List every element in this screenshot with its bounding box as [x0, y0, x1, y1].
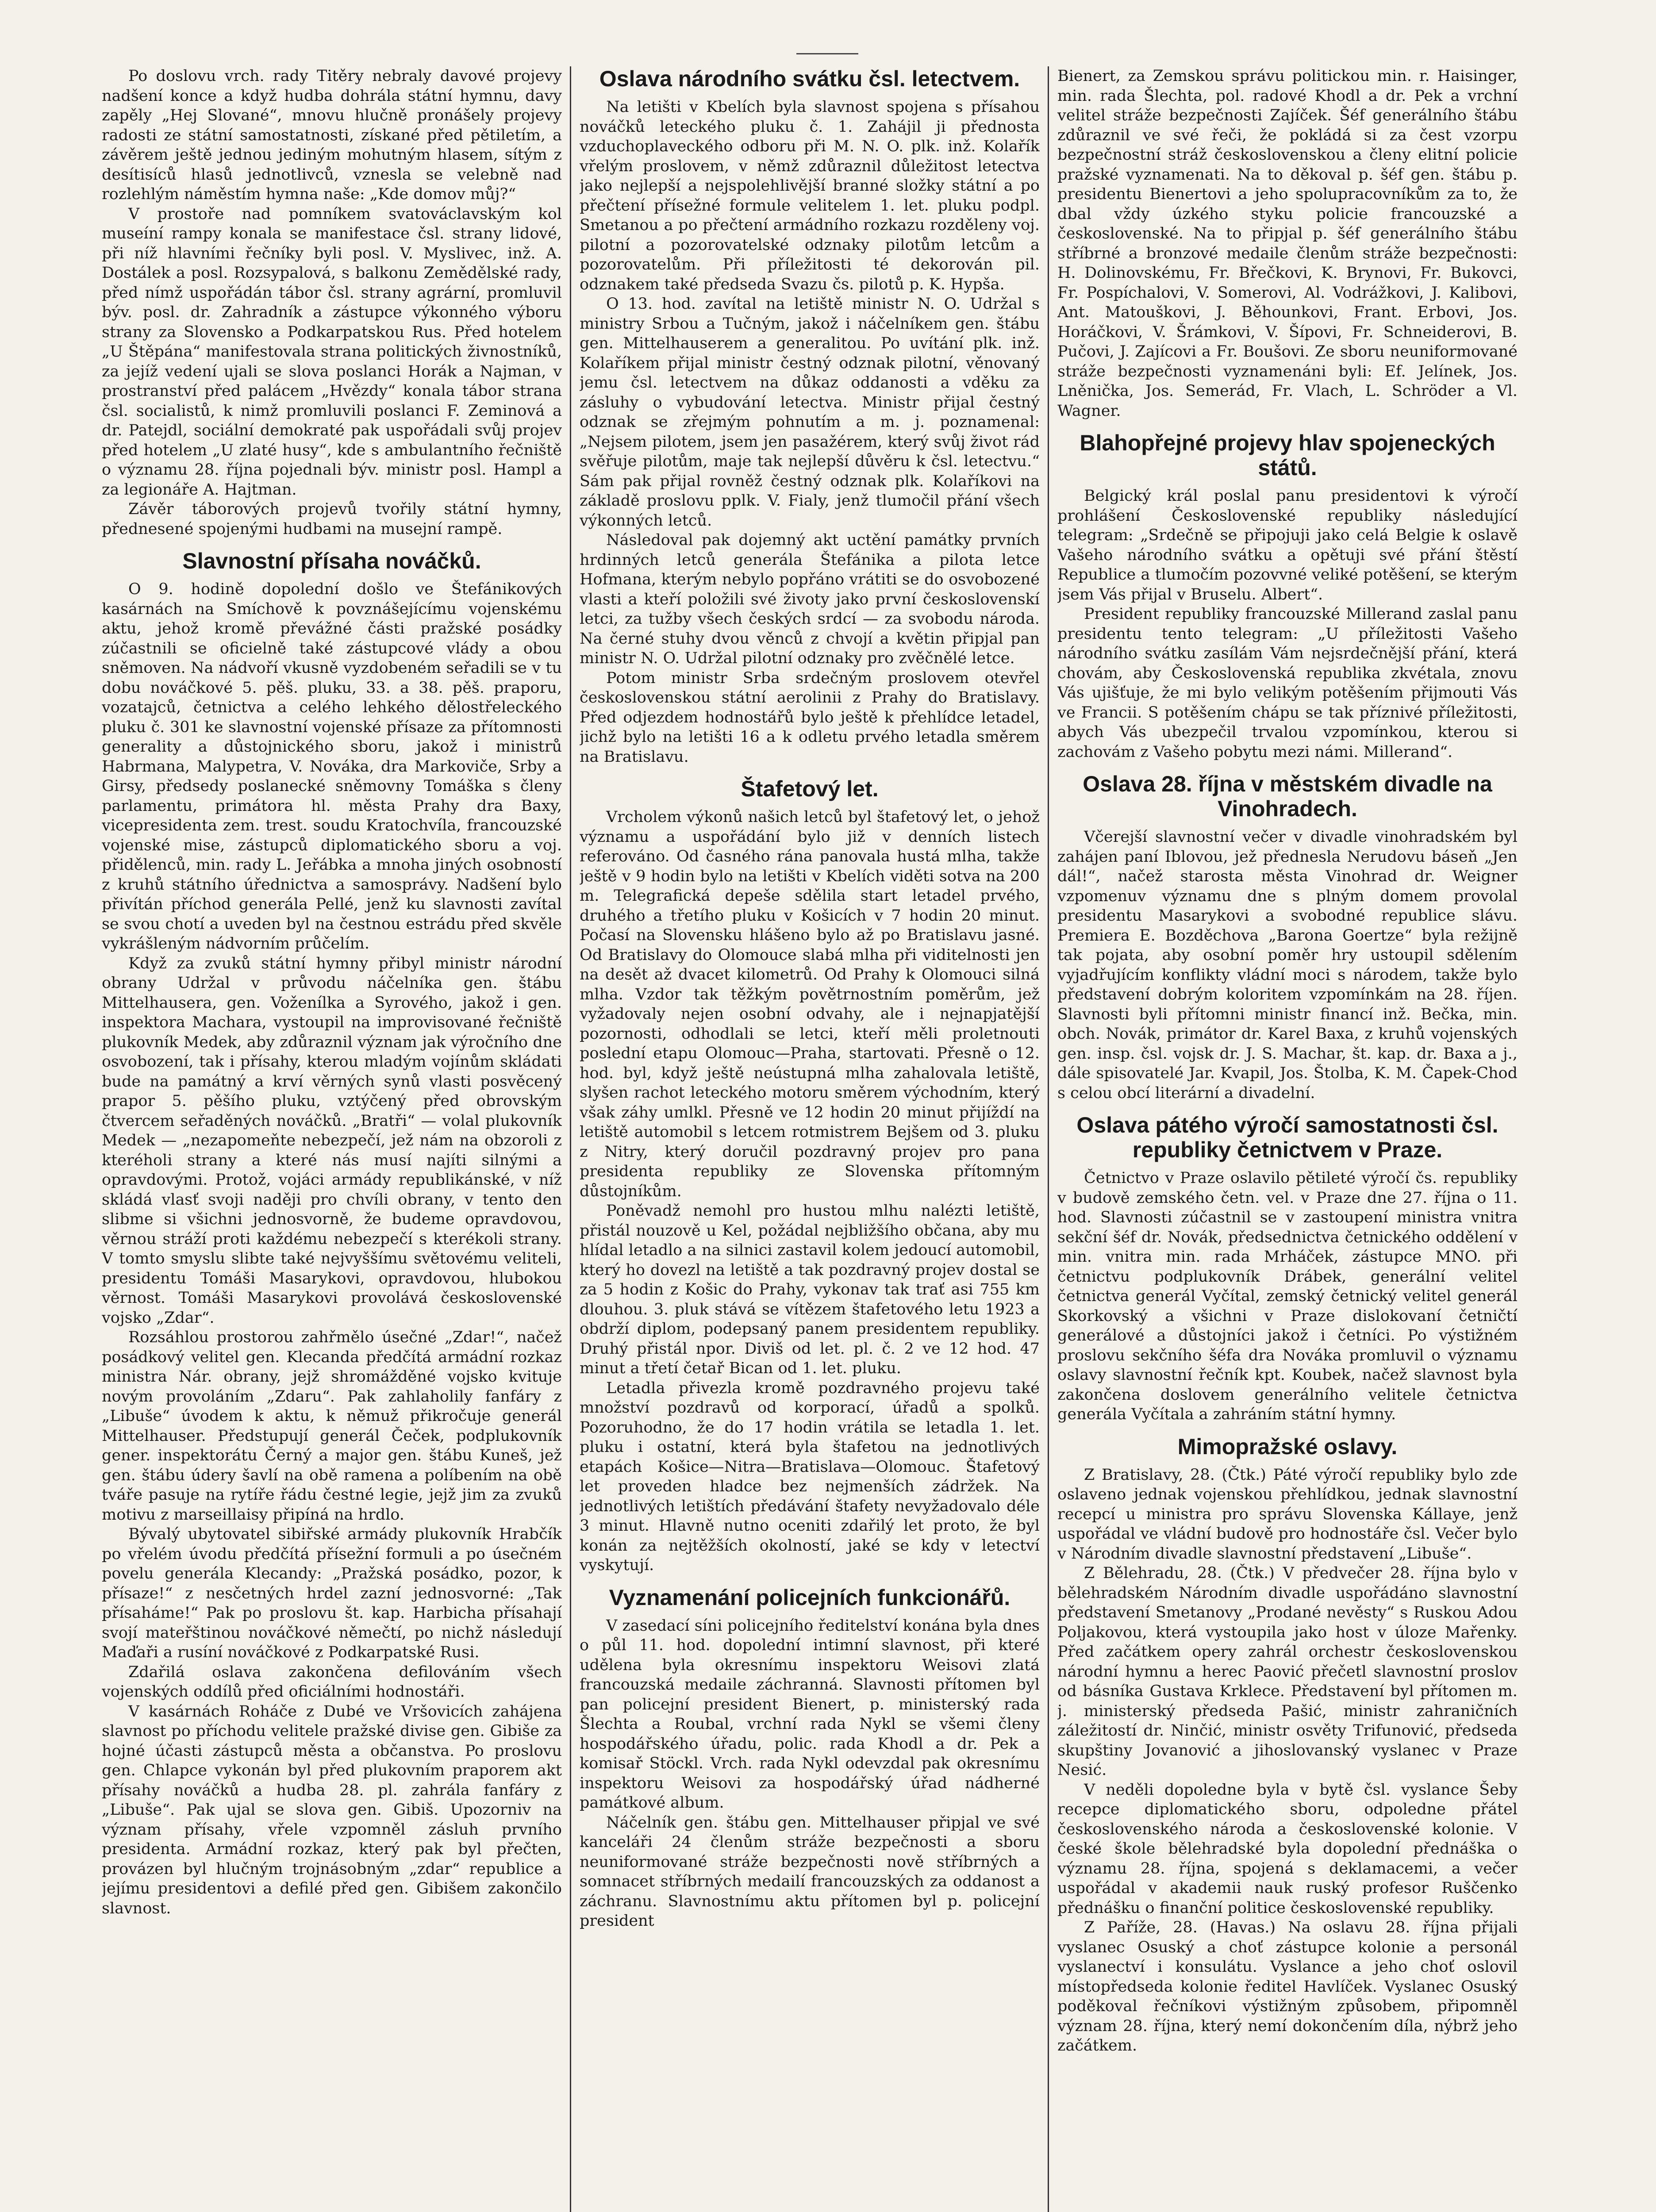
article-paragraph: Rozsáhlou prostorou zahřmělo úsečné „Zdar!“, načež posádkový velitel gen. Klecanda předčítá armádní rozkaz ministra Nár. obrany, jejž shromážděné vojsko kvituje novým provoláním „Zdaru“. Pak zahlaholily fanfáry z „Libuše“ úvodem k aktu, k němuž přikročuje generál Mittelhauser. Předstupují generál Čeček, podplukovník gener. inspektorátu Černý a major gen. štábu Kuneš, jež gen. štábu údery šavlí na obě ramena a políbením na obě tváře pasuje na rytíře řádu čestné legie, jejž jim za zvuků motivu z marseillaisy připíná na hrdlo.	[102, 1329, 562, 1524]
article-paragraph: Následoval pak dojemný akt uctění památky prvních hrdinných letců generála Štefánika a pilota letce Hofmana, kterým nebylo popřáno vrátiti se do osvobozené vlasti a kteří položili své životy jako první československí letci, za tužby všech českých srdcí — za svobodu národa. Na černé stuhy dvou věnců z chvojí a květin připjal pan ministr N. O. Udržal pilotní odznaky pro zvěčnělé letce.	[580, 531, 1040, 667]
article-headline: Oslava pátého výročí samostatnosti čsl. republiky četnictvem v Praze.	[1076, 1113, 1498, 1162]
column-3	[1057, 66, 1518, 2212]
article-paragraph: Po doslovu vrch. rady Titěry nebraly davové projevy nadšení konce a když hudba dohrála státní hymnu, davy zapěly „Hej Slované“, mnovu hlučně pronášely projevy radosti ze státní samostatnosti, získané před pětiletím, a závěrem ještě jednou jediným mohutným hlasem, sítým z desítisíců hlasů jednotlivců, vznesla se velebně nad rozlehlým náměstím hymna naše: „Kde domov můj?“	[102, 67, 562, 203]
article-paragraph: V neděli dopoledne byla v bytě čsl. vyslance Šeby recepce diplomatického sboru, odpoledne přátel československého národa a československé kolonie. V české škole bělehradské byla dopolední přednáška o významu 28. října, spojená s deklamacemi, a večer uspořádal v akademii nauk ruský profesor Ruščenko přednášku o finanční politice československé republiky.	[1057, 1781, 1518, 1917]
article-headline: Oslava 28. října v městském divadle na Vinohradech.	[1083, 772, 1492, 821]
article-headline: Štafetový let.	[741, 776, 879, 801]
article-paragraph: Belgický král poslal panu presidentovi k výročí prohlášení Československé republiky následující telegram: „Srdečně se připojuji jako celá Belgie k oslavě Vašeho národního svátku a opětuji své přání štěstí Republice a tlumočím pozovvné veliké potěšení, se kterým jsem Vás přijal v Bruselu. Albert“.	[1057, 487, 1518, 603]
article-paragraph: Z Bělehradu, 28. (Čtk.) V předvečer 28. října bylo v bělehradském Národním divadle uspořádáno slavnostní představení Smetanovy „Prodané nevěsty“ s Ruskou Adou Poljakovou, která vystoupila jako host v úloze Mařenky. Před začátkem opery zahrál orchestr československou národní hymnu a herec Paović přečetl slavnostní proslov od básníka Gustava Krklece. Představení byl přítomen m. j. ministerský předseda Pašić, ministr zahraničních záležitostí dr. Ninčić, ministr osvěty Trifunović, předseda skupštiny Jovanović a jihoslovanský vyslanec v Praze Nesić.	[1057, 1564, 1518, 1779]
article-paragraph: V zasedací síni policejního ředitelství konána byla dnes o půl 11. hod. dopolední intimní slavnost, při které udělena byla okresnímu inspektoru Weisovi zlatá francouzská medaile záchranná. Slavnosti přítomen byl pan policejní president Bienert, p. ministerský rada Šlechta a Roubal, vrchní rada Nykl se všemi členy hospodářského úřadu, polic. rada Khodl a dr. Pek a komisař Stöckl. Vrch. rada Nykl odevzdal pak okresnímu inspektoru Weisovi za hospodářský úřad nádherné památkové album.	[580, 1617, 1040, 1812]
column-rule	[570, 66, 571, 2212]
article-headline: Vyznamenání policejních funkcionářů.	[609, 1585, 1011, 1610]
article-paragraph: Včerejší slavnostní večer v divadle vinohradském byl zahájen paní Iblovou, jež přednesla Nerudovu báseň „Jen dál!“, načež starosta města Vinohrad dr. Weigner vzpomenuv významu dne s plným domem provolal presidentu Masarykovi a svobodné republice slávu. Premiera E. Bozděchova „Barona Goertze“ byla režijně tak pojata, aby osobní poměr hry ustoupil sdělením vyjadřujícím konflikty vládní moci s národem, takže bylo představení dobrým koloritem vzpomínkám na 28. říjen. Slavnosti byli přítomni ministr financí inž. Bečka, min. obch. Novák, primátor dr. Karel Baxa, z kruhů vojenských gen. insp. čsl. vojsk dr. J. S. Machar, št. kap. dr. Baxa a j., dále spisovatelé Jar. Kvapil, Jos. Štolba, K. M. Čapek-Chod s celou obcí literární a divadelní.	[1057, 828, 1518, 1102]
article-paragraph: V prostoře nad pomníkem svatováclavským kol museíní rampy konala se manifestace čsl. strany lidové, při níž hlavními řečníky byli posl. V. Myslivec, inž. A. Dostálek a posl. Rozsypalová, s balkonu Zemědělské rady, před nímž uspořádán tábor čsl. strany agrární, promluvil býv. posl. dr. Zahradník a zástupce výkonného výboru strany za Slovensko a Podkarpatskou Rus. Před hotelem „U Štěpána“ manifestovala strana politických živnostníků, za jejíž vedení ujali se slova poslanci Horák a Najman, v prostranství před palácem „Hvězdy“ konala tábor strana čsl. socialistů, k nimž promluvili poslanci F. Zeminová a dr. Patejdl, sociální demokraté pak uspořádali svůj projev před hotelem „U zlaté husy“, kde s ambulantního řečniště o významu 28. října pojednali býv. ministr posl. Hampl a za legionáře A. Hajtman.	[102, 205, 562, 499]
column-1	[102, 66, 562, 2212]
page-top-mark	[796, 27, 858, 54]
article-headline: Oslava národního svátku čsl. letectvem.	[599, 66, 1020, 91]
article-paragraph: Závěr táborových projevů tvořily státní hymny, přednesené spojenými hudbami na musejní rampě.	[102, 500, 562, 538]
article-paragraph: Potom ministr Srba srdečným proslovem otevřel československou státní aerolinii z Prahy do Bratislavy. Před odjezdem hodnostářů bylo ještě k přehlídce letadel, jichž bylo na letišti 16 a k odletu prvého letadla směrem na Bratislavu.	[580, 669, 1040, 766]
article-paragraph: Náčelník gen. štábu gen. Mittelhauser připjal ve své kanceláři 24 členům stráže bezpečnosti a sboru neuniformované stráže bezpečnosti nově stříbrných a somnacet stříbrných medailí francouzských za oddanost a záchranu. Slavnostnímu aktu přítomen byl p. policejní president	[580, 1813, 1040, 1930]
article-headline: Mimopražské oslavy.	[1177, 1434, 1398, 1459]
article-paragraph: O 13. hod. zavítal na letiště ministr N. O. Udržal s ministry Srbou a Tučným, jakož i náčelníkem gen. štábu gen. Mittelhauserem a generalitou. Po uvítání plk. inž. Kolaříkem přijal ministr čestný odznak pilotní, věnovaný jemu čsl. letectvem na důkaz oddanosti a vděku za zásluhy o vybudování letectva. Ministr přijal čestný odznak se zřejmým pohnutím a m. j. poznamenal: „Nejsem pilotem, jsem jen pasažérem, který svůj život rád svěřuje pilotům, maje tak nejlepší důvěru k čsl. letectvu.“ Sám pak přijal rovněž čestný odznak plk. Kolaříkovi na základě proslovu pplk. V. Fialy, jenž tlumočil přání všech výkonných letců.	[580, 295, 1040, 530]
article-paragraph: V kasárnách Roháče z Dubé ve Vršovicích zahájena slavnost po příchodu velitele pražské divise gen. Gibiše za hojné účasti zástupců města a občanstva. Po proslovu gen. Chlapce vykonán byl před plukovním praporem akt přísahy nováčků a hudba 28. pl. zahrála fanfáry z „Libuše“. Pak ujal se slova gen. Gibiš. Upozorniv na význam přísahy, vřele vzpomněl zásluh prvního presidenta. Armádní rozkaz, který pak byl přečten, provázen byl hlučným trojnásobným „zdar“ republice a jejímu presidentovi a defilé před gen. Gibišem zakončilo slavnost.	[102, 1702, 562, 1917]
article-paragraph: Letadla přivezla kromě pozdravného projevu také množství pozdravů od korporací, úřadů a spolků. Pozoruhodno, že do 17 hodin vrátila se letadla 1. let. pluku i ostatní, která byla štafetou na jednotlivých etapách Košice—Nitra—Bratislava—Olomouc. Štafetový let proveden hladce bez nejmenších zádržek. Na jednotlivých letištích předávání štafety nevyžadovalo déle 3 minut. Hlavně nutno oceniti zdařilý let proto, že byl konán za nejtěžších okolností, jaké se kdy v letectví vyskytují.	[580, 1379, 1040, 1574]
article-paragraph: Bienert, za Zemskou správu politickou min. r. Haisinger, min. rada Šlechta, pol. radové Khodl a dr. Pek a vrchní velitel stráže bezpečnosti Zajíček. Šéf generálního štábu zdůraznil ve své řeči, že pokládá si za čest vzorpu bezpečnostní stráž československou a členy elitní policie pražské vyznamenati. Na to děkoval p. šéf gen. štábu p. presidentu Bienertovi a jeho spolupracovníkům za to, že dbal vždy úzkého styku policie francouzské a československé. Na to připjal p. šéf generálního štábu stříbrné a bronzové medaile členům stráže bezpečnosti: H. Dolinovskému, Fr. Břečkovi, K. Brynovi, Fr. Bukovci, Fr. Pospíchalovi, V. Somerovi, Al. Vodrážkovi, J. Kalibovi, Ant. Matouškovi, J. Běhounkovi, Frant. Erbovi, Jos. Horáčkovi, V. Šrámkovi, V. Šípovi, Fr. Schneiderovi, B. Pučovi, J. Zajícovi a Fr. Boušovi. Ze sboru neuniformované stráže bezpečnosti vyznamenáni byli: Ef. Jelínek, Jos. Lněnička, Jos. Semerád, Fr. Vlach, L. Schröder a Vl. Wagner.	[1057, 67, 1518, 420]
newspaper-page	[102, 66, 1553, 2212]
article-headline: Slavnostní přísaha nováčků.	[182, 549, 481, 573]
article-paragraph: Četnictvo v Praze oslavilo pětileté výročí čs. republiky v budově zemského četn. vel. v Praze dne 27. října o 11. hod. Slavnosti zúčastnil se v zastoupení ministra vnitra sekční šéf dr. Novák, předsednictva četnického oddělení v min. vnitra min. rada Mrháček, zástupce MNO. při četnictvu podplukovník Drábek, generální velitel četnictva generál Vyčítal, zemský četnický velitel generál Skorkovský a všichni v Praze dislokovaní četničtí generálové a důstojníci jakož i četníci. Po výstižném proslovu sekčního šéfa dra Nováka promluvil o významu oslavy slavnostní řečník kpt. Koubek, načež slavnost byla zakončena doslovem generálního velitele četnictva generála Vyčítala a zahráním státní hymny.	[1057, 1169, 1518, 1423]
article-paragraph: Zdařilá oslava zakončena defilováním všech vojenských oddílů před oficiálními hodnostáři.	[102, 1663, 562, 1701]
article-paragraph: Na letišti v Kbelích byla slavnost spojena s přísahou nováčků leteckého pluku č. 1. Zahájil ji přednosta vzduchoplaveckého odboru při M. N. O. plk. inž. Kolařík vřelým proslovem, v němž zdůraznil důležitost letectva jako nejlepší a nejspolehlivější branné složky státní a po přečtení přísežné formule velitelem 1. let. pluku podpl. Smetanou a po přečtení armádního rozkazu rozděleny voj. pilotní a pozorovatelské odznaky pilotům letcům a pozorovatelům. Při příležitosti té dekorován pil. odznakem také předseda Svazu čs. pilotů p. K. Hypša.	[580, 98, 1040, 293]
article-headline: Blahopřejné projevy hlav spojeneckých států.	[1080, 430, 1495, 480]
column-rule	[1048, 66, 1049, 2212]
article-paragraph: President republiky francouzské Millerand zaslal panu presidentu tento telegram: „U příležitosti Vašeho národního svátku zasílám Vám nejsrdečnější přání, která chovám, aby Československá republika zkvétala, znovu Vás ujišťuje, že mi bylo velikým potěšením přijmouti Vás ve Francii. S potěšením chápu se tak příznivé příležitosti, abych Vás ubezpečil trvalou vzpomínkou, kterou si zachovám z Vašeho pobytu mezi námi. Millerand“.	[1057, 605, 1518, 761]
article-paragraph: Bývalý ubytovatel sibiřské armády plukovník Hrabčík po vřelém úvodu předčítá přísežní formuli a po úsečném povelu generála Klecandy: „Pražská posádko, pozor, k přísaze!“ z nesčetných hrdel zazní jednosvorné: „Tak přísaháme!“ Pak po proslovu št. kap. Harbicha přísahají svojí mateřštinou nováčkové němečtí, po nichž následují Maďaři a rusíní nováčkové z Podkarpatské Rusi.	[102, 1525, 562, 1661]
article-paragraph: Vrcholem výkonů našich letců byl štafetový let, o jehož významu a uspořádání bylo již v denních listech referováno. Od časného rána panovala hustá mlha, takže ještě v 9 hodin bylo na letišti v Kbelích viděti sotva na 200 m. Telegrafická depeše sdělila start letadel prvého, druhého a třetího pluku v Košicích v 7 hodin 20 minut. Počasí na Slovensku hlášeno bylo až po Bratislavu jasné. Od Bratislavy do Olomouce slabá mlha při viditelnosti jen na desět až dvacet kilometrů. Od Prahy k Olomouci silná mlha. Vzdor tak těžkým povětrnostním poměrům, jež vyžadovaly nejen osobní odvahy, ale i nejnapjatější pozornosti, odhodlali se letci, kteří měli proletnouti poslední etapu Olomouc—Praha, startovati. Přesně o 12. hod. byl, když ještě neústupná mlha zahalovala letiště, slyšen rachot leteckého motoru směrem východním, který však záhy umlkl. Přesně ve 12 hodin 20 minut přijíždí na letiště automobil s letcem rotmistrem Bejšem od 3. pluku z Nitry, který doručil pozdravný projev pro pana presidenta republiky ze Slovenska přítomným důstojníkům.	[580, 808, 1040, 1200]
article-paragraph: Z Bratislavy, 28. (Čtk.) Páté výročí republiky bylo zde oslaveno jednak vojenskou přehlídkou, jednak slavnostní recepcí u ministra pro správu Slovenska Kállaye, jenž uspořádal ve vládní budově pro hodnostáře čsl. Večer bylo v Národním divadle slavnostní představení „Libuše“.	[1057, 1466, 1518, 1563]
article-paragraph: O 9. hodině dopolední došlo ve Štefánikových kasárnách na Smíchově k povznášejícímu vojenskému aktu, jehož kromě převážné části pražské posádky zúčastnili se oficielně také zástupcové vlády a obou sněmoven. Na nádvoří vkusně vyzdobeném seřadili se v tu dobu nováčkové 5. pěš. pluku, 33. a 38. pěš. praporu, vozatajců, četnictva a celého lehkého dělostřeleckého pluku č. 301 ke slavnostní vojenské přísaze za přítomnosti generality a důstojnického sboru, jakož i ministrů Habrmana, Malypetra, V. Nováka, dra Markoviče, Srby a Girsy, předsedy poslanecké sněmovny Tomáška s členy parlamentu, primátora hl. města Prahy dra Baxy, vicepresidenta zem. trest. soudu Kratochvíla, francouzské vojenské mise, zástupců diplomatického sboru a voj. přidělenců, min. rady L. Jeřábka a mnoha jiných osobností z kruhů státního úřednictva a samosprávy. Nadšení bylo přivítán příchod generála Pellé, jenž ku slavnosti zavítal se svou chotí a uveden byl na čestnou estrádu před skvěle vykrášleným nádvorním průčelím.	[102, 580, 562, 952]
column-2	[580, 66, 1040, 2212]
article-paragraph: Poněvadž nemohl pro hustou mlhu nalézti letiště, přistál nouzově u Kel, požádal nejbližšího občana, aby mu hlídal letadlo a na silnici zastavil kolem jedoucí automobil, který ho dovezl na letiště a tak pozdravný projev dostal se za 5 hodin z Košic do Prahy, vykonav tak trať asi 755 km dlouhou. 3. pluk stává se vítězem štafetového letu 1923 a obdrží diplom, podepsaný panem presidentem republiky. Druhý přistál npor. Diviš od let. pl. č. 2 ve 12 hod. 47 minut a třetí četař Bican od 1. let. pluku.	[580, 1202, 1040, 1377]
article-paragraph: Když za zvuků státní hymny přibyl ministr národní obrany Udržal v průvodu náčelníka gen. štábu Mittelhausera, gen. Voženílka a Syrového, jakož i gen. inspektora Machara, vystoupil na improvisované řečniště plukovník Medek, aby zdůraznil význam jak výročního dne osvobození, tak i přísahy, kterou mladým vojínům skládati bude na památný a krví věrných synů vlasti posvěcený prapor 5. pěšího pluku, vztýčený před obrovským čtvercem seřaděných nováčků. „Bratři“ — volal plukovník Medek — „nezapomeňte nebezpečí, jež nám na obzoroli z kteréholi strany a které nás musí najíti silnými a opravdovými. Protož, vojáci armády republikánské, v níž skládá vlasť svoji naději pro chvíli obrany, v tento den slibme si všichni jednosvorně, že budeme opravdovou, věrnou stráží proti každému nebezpečí s kterékoli strany. V tomto smyslu slibte také nejvyššímu světovému veliteli, presidentu Tomáši Masarykovi, opravdovou, hlubokou věrnost. Tomáši Masarykovi provolává československé vojsko „Zdar“.	[102, 954, 562, 1327]
article-paragraph: Z Paříže, 28. (Havas.) Na oslavu 28. října přijali vyslanec Osuský a choť zástupce kolonie a personál vyslanectví i konsulátu. Vyslance a jeho choť oslovil místopředseda kolonie ředitel Havlíček. Vyslanec Osuský poděkoval řečníkovi výstižným způsobem, připomněl význam 28. října, který nemí dokončením díla, nýbrž jeho začátkem.	[1057, 1919, 1518, 2055]
